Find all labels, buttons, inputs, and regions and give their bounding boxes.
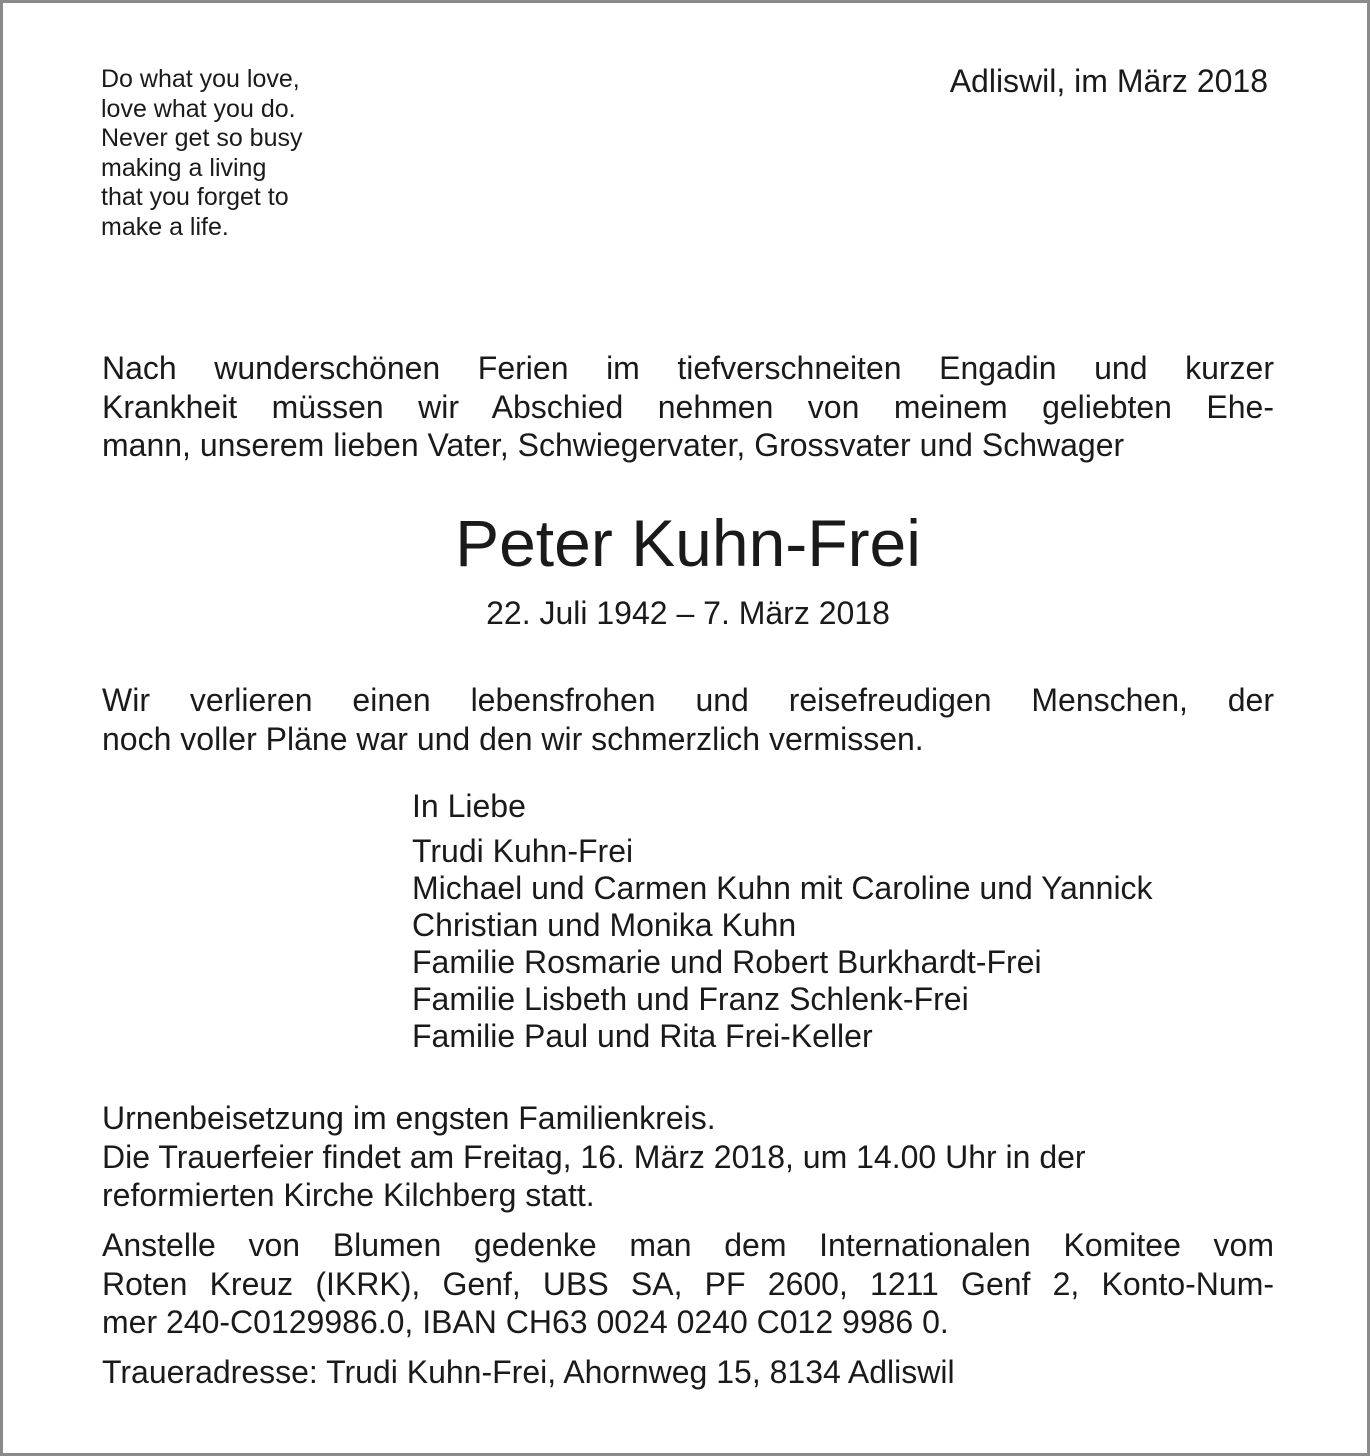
quote-line: making a living [101, 153, 267, 182]
funeral-line: Urnenbeisetzung im engsten Familienkreis. [102, 1100, 716, 1136]
intro-line: mann, unserem lieben Vater, Schwiegervater, Grossvater und Schwager [102, 427, 1125, 463]
tribute-line: Wir verlieren einen lebensfrohen und reisefreudigen Menschen, der [102, 682, 1274, 718]
quote-line: Never get so busy [101, 124, 303, 152]
funeral-info [102, 1099, 1274, 1215]
deceased-name: Peter Kuhn-Frei [455, 506, 921, 580]
tribute-line: noch voller Pläne war und den wir schmerzlich vermissen. [102, 720, 924, 757]
mourner-name: Familie Lisbeth und Franz Schlenk-Frei [412, 981, 969, 1017]
mourner-name: Trudi Kuhn-Frei [412, 833, 634, 869]
intro-line: Krankheit müssen wir Abschied nehmen von meinem geliebten Ehe- [102, 388, 1274, 425]
intro-line: Nach wunderschönen Ferien im tiefverschneiten Engadin und kurzer [102, 350, 1274, 386]
signoff-heading: In Liebe [412, 788, 526, 824]
quote-line: love what you do. [101, 94, 296, 123]
mourner-name: Michael und Carmen Kuhn mit Caroline und Yannick [412, 870, 1153, 906]
donation-line: Roten Kreuz (IKRK), Genf, UBS SA, PF 2600, 1211 Genf 2, Konto-Num- [102, 1265, 1274, 1302]
mourner-name: Christian und Monika Kuhn [412, 907, 797, 943]
quote-line: Do what you love, [101, 65, 300, 93]
donation-line: Anstelle von Blumen gedenke man dem Internationalen Komitee vom [102, 1227, 1274, 1263]
donation-line: mer 240-C0129986.0, IBAN CH63 0024 0240 C012 9986 0. [102, 1304, 949, 1340]
place-and-date: Adliswil, im März 2018 [949, 63, 1268, 99]
epigraph-quote [101, 65, 303, 242]
donation-info [102, 1226, 1274, 1342]
funeral-line: reformierten Kirche Kilchberg statt. [102, 1177, 595, 1213]
funeral-line: Die Trauerfeier findet am Freitag, 16. März 2018, um 14.00 Uhr in der [102, 1138, 1086, 1175]
intro-paragraph [102, 349, 1274, 465]
quote-line: make a life. [101, 212, 229, 241]
mourning-address-line: Traueradresse: Trudi Kuhn-Frei, Ahornweg 15, 8134 Adliswil [102, 1354, 955, 1390]
mourners-signoff [412, 788, 1153, 1055]
mourner-name: Familie Paul und Rita Frei-Keller [412, 1018, 873, 1054]
quote-line: that you forget to [101, 183, 289, 211]
mourning-address [102, 1353, 1274, 1392]
life-dates: 22. Juli 1942 – 7. März 2018 [486, 595, 890, 631]
mourner-name: Familie Rosmarie und Robert Burkhardt-Frei [412, 944, 1042, 980]
tribute-paragraph [102, 681, 1274, 758]
